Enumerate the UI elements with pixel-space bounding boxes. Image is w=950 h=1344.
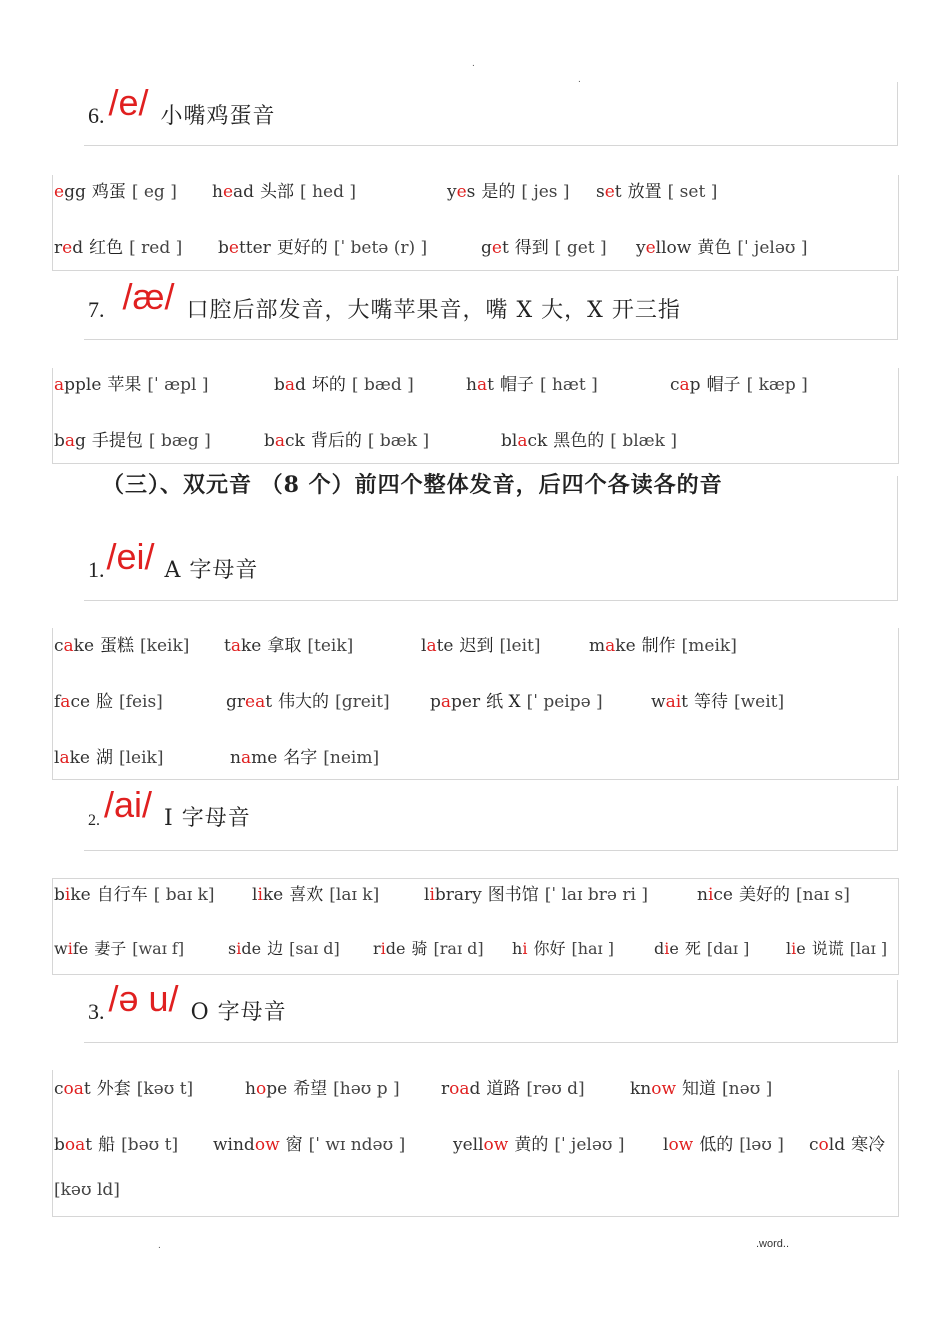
- english-word: late: [421, 636, 454, 656]
- english-word: ride: [373, 939, 406, 958]
- vocab-item: [697, 880, 850, 905]
- vocab-item: [453, 1130, 624, 1155]
- vocab-item: [54, 631, 189, 656]
- chinese-meaning: 外套: [96, 1079, 131, 1099]
- chinese-meaning: 死: [684, 939, 701, 958]
- highlighted-letters: a: [59, 748, 70, 768]
- vocab-item: [589, 631, 737, 656]
- chinese-meaning: 制作: [641, 636, 676, 656]
- header-dot: .: [472, 58, 475, 69]
- section-number: 7.: [88, 297, 105, 322]
- vocab-item: [252, 880, 379, 905]
- phonetic: [rəʊ d]: [526, 1079, 585, 1099]
- english-word: paper: [430, 692, 481, 712]
- phonetic: [ bæk ]: [367, 431, 430, 451]
- vocab-item: [228, 936, 340, 959]
- vocab-item: [54, 743, 163, 768]
- english-word: take: [224, 636, 262, 656]
- chinese-meaning: 希望: [293, 1079, 328, 1099]
- chinese-meaning: 拿取: [267, 636, 302, 656]
- highlighted-letters: ow: [668, 1135, 694, 1155]
- highlighted-letters: i: [664, 939, 670, 958]
- highlighted-letters: ea: [245, 692, 266, 712]
- phonetic: [kəʊ t]: [136, 1079, 194, 1099]
- chinese-meaning: 更好的: [276, 238, 328, 258]
- highlighted-letters: i: [429, 885, 435, 905]
- highlighted-letters: a: [284, 375, 296, 395]
- vocab-item: [245, 1074, 400, 1099]
- vocab-item: [466, 370, 598, 395]
- footer-text: .word..: [756, 1238, 790, 1250]
- chinese-meaning: 帽子: [706, 375, 741, 395]
- vocab-item: [54, 880, 215, 905]
- english-word: name: [230, 748, 278, 768]
- chinese-meaning: 低的: [699, 1135, 734, 1155]
- vocab-item: [54, 1074, 193, 1099]
- phonetic: [ˈ æpl ]: [147, 375, 209, 395]
- english-word: cap: [670, 375, 701, 395]
- english-word: set: [596, 182, 622, 202]
- chinese-meaning: 你好: [533, 939, 566, 958]
- chinese-meaning: 船: [98, 1135, 116, 1155]
- section-number: 6.: [88, 103, 105, 128]
- chinese-meaning: 说谎: [811, 939, 844, 958]
- english-word: low: [663, 1135, 694, 1155]
- english-word: apple: [54, 375, 102, 395]
- section-heading: [88, 536, 259, 586]
- english-word: great: [226, 692, 273, 712]
- chinese-meaning: 自行车: [96, 885, 148, 905]
- chinese-meaning: 苹果: [107, 375, 142, 395]
- section-heading: [88, 784, 251, 834]
- footer-dot: .: [158, 1240, 161, 1251]
- phonetic: [bəʊ t]: [121, 1135, 179, 1155]
- vocab-item: [786, 936, 887, 959]
- section-number: 1.: [88, 557, 105, 582]
- english-word: hi: [512, 939, 528, 958]
- english-word: face: [54, 692, 91, 712]
- chinese-meaning: 骑: [411, 939, 428, 958]
- highlighted-letters: a: [54, 375, 65, 395]
- english-word: bag: [54, 431, 86, 451]
- highlighted-letters: e: [645, 238, 656, 258]
- highlighted-letters: i: [791, 939, 797, 958]
- highlighted-letters: a: [426, 636, 437, 656]
- highlighted-letters: e: [222, 182, 234, 202]
- phonetic: [ kæp ]: [746, 375, 808, 395]
- vocab-item: [54, 233, 182, 258]
- phonetic: [ eg ]: [131, 182, 177, 202]
- section-description: 小嘴鸡蛋音: [160, 104, 276, 129]
- vocab-item: [424, 880, 648, 905]
- vocab-item: [54, 936, 184, 959]
- chinese-meaning: 是的: [481, 182, 516, 202]
- english-word: cake: [54, 636, 95, 656]
- vocab-item: [654, 936, 749, 959]
- chapter-title: （三）、双元音 （8 个）前四个整体发音，后四个各读各的音: [102, 472, 723, 498]
- english-word: boat: [54, 1135, 93, 1155]
- vocab-item: [421, 631, 541, 656]
- vocab-item: [226, 687, 390, 712]
- english-word: head: [212, 182, 255, 202]
- phonetic: [ bæd ]: [351, 375, 414, 395]
- phonetic: [neim]: [323, 748, 380, 768]
- chinese-meaning: 图书馆: [487, 885, 539, 905]
- chinese-meaning: 喜欢: [289, 885, 324, 905]
- english-word: bad: [274, 375, 306, 395]
- highlighted-letters: i: [67, 939, 73, 958]
- vocab-item: [670, 370, 808, 395]
- vocab-item: [596, 177, 717, 202]
- highlighted-letters: a: [230, 636, 241, 656]
- phonetic: [ baɪ k]: [153, 885, 215, 905]
- english-word: red: [54, 238, 84, 258]
- section-number: 3.: [88, 999, 105, 1024]
- chinese-meaning: 道路: [486, 1079, 521, 1099]
- highlighted-letters: a: [274, 431, 286, 451]
- chinese-meaning: 手提包: [91, 431, 143, 451]
- phonetic: [naɪ s]: [795, 885, 850, 905]
- phonetic: [ hed ]: [300, 182, 357, 202]
- english-word: bike: [54, 885, 91, 905]
- phonetic: [ get ]: [554, 238, 607, 258]
- chinese-meaning: 美好的: [738, 885, 790, 905]
- phonetic: [ jes ]: [521, 182, 570, 202]
- vocab-item: [54, 1130, 178, 1155]
- phonetic: [ˈ peipə ]: [526, 692, 603, 712]
- english-word: black: [501, 431, 548, 451]
- phonetic: [teik]: [307, 636, 354, 656]
- english-word: hope: [245, 1079, 288, 1099]
- chinese-meaning: 背后的: [310, 431, 362, 451]
- phonetic: [laɪ ]: [849, 939, 888, 958]
- english-word: get: [481, 238, 509, 258]
- phonetic: [nəʊ ]: [722, 1079, 773, 1099]
- phonetic: [ləʊ ]: [739, 1135, 784, 1155]
- highlighted-letters: ai: [665, 692, 682, 712]
- highlighted-letters: e: [228, 238, 239, 258]
- phonetic: [meik]: [681, 636, 737, 656]
- phonetic: [weit]: [733, 692, 785, 712]
- vocab-item: [54, 177, 177, 202]
- phonetic: [raɪ d]: [433, 939, 484, 958]
- phonetic-continuation: [54, 1180, 120, 1200]
- vocab-item: [809, 1130, 885, 1155]
- vocab-item: [264, 426, 429, 451]
- chinese-meaning: 寒冷: [851, 1135, 886, 1155]
- vocab-item: [373, 936, 484, 959]
- highlighted-letters: i: [236, 939, 242, 958]
- phonetic: [keik]: [140, 636, 190, 656]
- section-description: 口腔后部发音，大嘴苹果音，嘴 X 大，X 开三指: [186, 298, 681, 323]
- phonetic: [ hæt ]: [539, 375, 598, 395]
- highlighted-letters: oa: [63, 1079, 84, 1099]
- highlighted-letters: e: [62, 238, 73, 258]
- english-word: make: [589, 636, 636, 656]
- highlighted-letters: a: [476, 375, 488, 395]
- phonetic: [leit]: [499, 636, 541, 656]
- vocab-item: [447, 177, 570, 202]
- english-word: yellow: [453, 1135, 509, 1155]
- chinese-meaning: 红色: [89, 238, 124, 258]
- highlighted-letters: ow: [483, 1135, 509, 1155]
- chinese-meaning: 伟大的: [278, 692, 330, 712]
- section-heading: [88, 978, 287, 1028]
- highlighted-letters: i: [380, 939, 386, 958]
- phonetic: [waɪ f]: [132, 939, 185, 958]
- highlighted-letters: e: [456, 182, 467, 202]
- chinese-meaning: 等待: [693, 692, 728, 712]
- chinese-meaning: 纸 X: [486, 692, 521, 712]
- phonetic: [ˈ jeləʊ ]: [737, 238, 808, 258]
- english-word: better: [218, 238, 271, 258]
- section-number: 2.: [88, 812, 100, 829]
- phonetic: [ˈ betə (r) ]: [333, 238, 428, 258]
- vocab-item: [630, 1074, 772, 1099]
- english-word: lake: [54, 748, 90, 768]
- vocab-item: [213, 1130, 405, 1155]
- highlighted-letters: e: [604, 182, 615, 202]
- english-word: yellow: [636, 238, 692, 258]
- highlighted-letters: a: [60, 692, 71, 712]
- phonetic: [daɪ ]: [706, 939, 750, 958]
- highlighted-letters: ow: [651, 1079, 677, 1099]
- english-word: egg: [54, 182, 86, 202]
- chinese-meaning: 边: [267, 939, 284, 958]
- vocab-item: [430, 687, 603, 712]
- chinese-meaning: 放置: [627, 182, 662, 202]
- highlighted-letters: e: [491, 238, 502, 258]
- phoneme-symbol: /æ/: [122, 276, 175, 317]
- section-description: O 字母音: [190, 1000, 287, 1025]
- phonetic: [kəʊ ld]: [54, 1180, 120, 1200]
- chinese-meaning: 黄色: [697, 238, 732, 258]
- header-dot: .: [578, 74, 581, 85]
- chinese-meaning: 名字: [283, 748, 318, 768]
- english-word: lie: [786, 939, 806, 958]
- vocab-item: [512, 936, 614, 959]
- english-word: library: [424, 885, 482, 905]
- vocab-item: [651, 687, 784, 712]
- vocab-item: [274, 370, 414, 395]
- phonetic: [greit]: [335, 692, 390, 712]
- english-word: nice: [697, 885, 733, 905]
- phonetic: [laɪ k]: [329, 885, 380, 905]
- vocab-item: [54, 426, 211, 451]
- vocab-item: [441, 1074, 585, 1099]
- section-description: A 字母音: [164, 558, 259, 583]
- phonetic: [ blæk ]: [610, 431, 677, 451]
- english-word: back: [264, 431, 305, 451]
- english-word: know: [630, 1079, 677, 1099]
- chinese-meaning: 迟到: [459, 636, 494, 656]
- chinese-meaning: 窗: [285, 1135, 303, 1155]
- section-heading: [88, 276, 681, 326]
- chinese-meaning: 黑色的: [553, 431, 605, 451]
- chinese-meaning: 坏的: [311, 375, 346, 395]
- chinese-meaning: 知道: [682, 1079, 717, 1099]
- english-word: window: [213, 1135, 280, 1155]
- english-word: wife: [54, 939, 89, 958]
- english-word: road: [441, 1079, 481, 1099]
- highlighted-letters: a: [679, 375, 690, 395]
- phoneme-symbol: /ai/: [104, 784, 153, 825]
- english-word: like: [252, 885, 284, 905]
- phonetic: [ˈ laɪ brə ri ]: [544, 885, 648, 905]
- chinese-meaning: 帽子: [499, 375, 534, 395]
- highlighted-letters: i: [257, 885, 263, 905]
- highlighted-letters: a: [605, 636, 616, 656]
- english-word: hat: [466, 375, 494, 395]
- vocab-item: [501, 426, 677, 451]
- english-word: coat: [54, 1079, 91, 1099]
- phoneme-symbol: /ei/: [106, 536, 155, 577]
- phonetic: [ set ]: [667, 182, 718, 202]
- chinese-meaning: 脸: [96, 692, 114, 712]
- chinese-meaning: 蛋糕: [100, 636, 135, 656]
- phonetic: [leik]: [118, 748, 164, 768]
- highlighted-letters: a: [240, 748, 252, 768]
- highlighted-letters: a: [64, 431, 76, 451]
- phoneme-symbol: /ə u/: [108, 978, 179, 1019]
- vocab-item: [636, 233, 807, 258]
- chinese-meaning: 黄的: [514, 1135, 549, 1155]
- english-word: cold: [809, 1135, 846, 1155]
- english-word: wait: [651, 692, 688, 712]
- highlighted-letters: a: [440, 692, 452, 712]
- vocab-item: [230, 743, 379, 768]
- highlighted-letters: e: [54, 182, 65, 202]
- vocab-item: [663, 1130, 784, 1155]
- highlighted-letters: i: [522, 939, 528, 958]
- english-word: side: [228, 939, 262, 958]
- vocab-item: [54, 370, 208, 395]
- chinese-meaning: 头部: [260, 182, 295, 202]
- phonetic: [ red ]: [129, 238, 183, 258]
- highlighted-letters: i: [64, 885, 71, 905]
- highlighted-letters: o: [818, 1135, 829, 1155]
- phoneme-symbol: /e/: [108, 82, 149, 123]
- phonetic: [ bæg ]: [148, 431, 211, 451]
- section-heading: [88, 82, 276, 132]
- section-description: I 字母音: [164, 806, 251, 831]
- vocab-item: [481, 233, 607, 258]
- highlighted-letters: a: [517, 431, 528, 451]
- chinese-meaning: 得到: [514, 238, 549, 258]
- chinese-meaning: 鸡蛋: [91, 182, 126, 202]
- highlighted-letters: oa: [449, 1079, 470, 1099]
- phonetic: [saɪ d]: [289, 939, 340, 958]
- chinese-meaning: 妻子: [94, 939, 127, 958]
- phonetic: [feis]: [119, 692, 163, 712]
- highlighted-letters: oa: [64, 1135, 86, 1155]
- english-word: die: [654, 939, 679, 958]
- highlighted-letters: o: [255, 1079, 267, 1099]
- highlighted-letters: ow: [254, 1135, 280, 1155]
- phonetic: [ˈ wɪ ndəʊ ]: [308, 1135, 406, 1155]
- phonetic: [həʊ p ]: [333, 1079, 400, 1099]
- english-word: yes: [447, 182, 476, 202]
- highlighted-letters: a: [63, 636, 74, 656]
- phonetic: [ˈ jeləʊ ]: [554, 1135, 625, 1155]
- vocab-item: [54, 687, 163, 712]
- vocab-item: [224, 631, 353, 656]
- phonetic: [haɪ ]: [571, 939, 614, 958]
- chinese-meaning: 湖: [95, 748, 113, 768]
- vocab-item: [212, 177, 356, 202]
- vocab-item: [218, 233, 427, 258]
- highlighted-letters: i: [707, 885, 714, 905]
